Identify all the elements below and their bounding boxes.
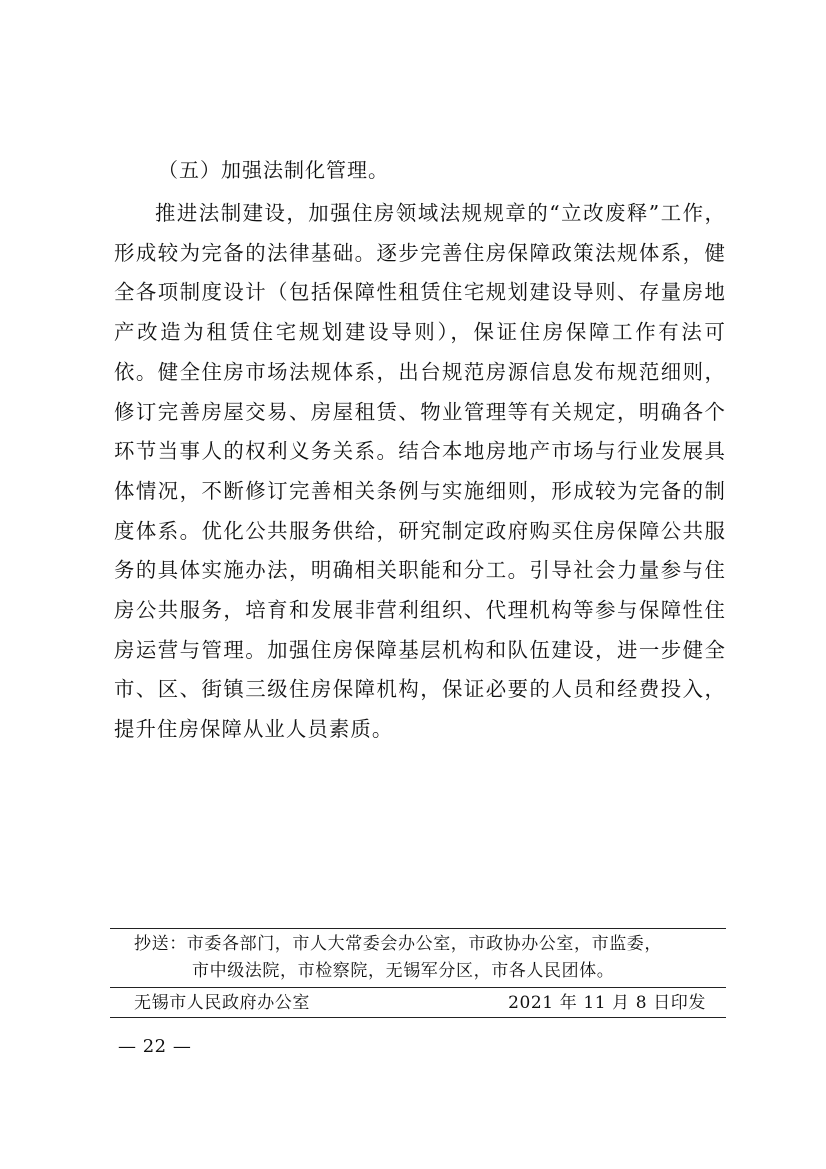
section-heading: （五）加强法制化管理。	[158, 158, 389, 182]
footer-middle-rule	[110, 987, 726, 988]
cc-line-2: 市中级法院，市检察院，无锡军分区，市各人民团体。	[192, 961, 615, 981]
footer-top-rule	[110, 928, 726, 929]
cc-line-1: 抄送：市委各部门，市人大常委会办公室，市政协办公室，市监委，	[134, 934, 662, 954]
footer-bottom-rule	[110, 1017, 726, 1018]
body-paragraph: 推进法制建设，加强住房领域法规规章的“立改废释”工作，形成较为完备的法律基础。逐步完善住房保障政策法规体系，健全各项制度设计（包括保障性租赁住宅规划建设导则、存量房地产改造为租赁住宅规划建设导则），保证住房保障工作有法可依。健全住房市场法规体系，出台规范房源信息发布规范细则，修订完善房屋交易、房屋租赁、物业管理等有关规定，明确各个环节当事人的权利义务关系。结合本地房地产市场与行业发展具体情况，不断修订完善相关条例与实施细则，形成较为完备的制度体系。优化公共服务供给，研究制定政府购买住房保障公共服务的具体实施办法，明确相关职能和分工。引导社会力量参与住房公共服务，培育和发展非营利组织、代理机构等参与保障性住房运营与管理。加强住房保障基层机构和队伍建设，进一步健全市、区、街镇三级住房保障机构，保证必要的人员和经费投入，提升住房保障从业人员素质。	[114, 201, 726, 742]
page-number: — 22 —	[118, 1036, 192, 1057]
issuer: 无锡市人民政府办公室	[134, 993, 310, 1013]
issue-date: 2021 年 11 月 8 日印发	[508, 993, 706, 1013]
